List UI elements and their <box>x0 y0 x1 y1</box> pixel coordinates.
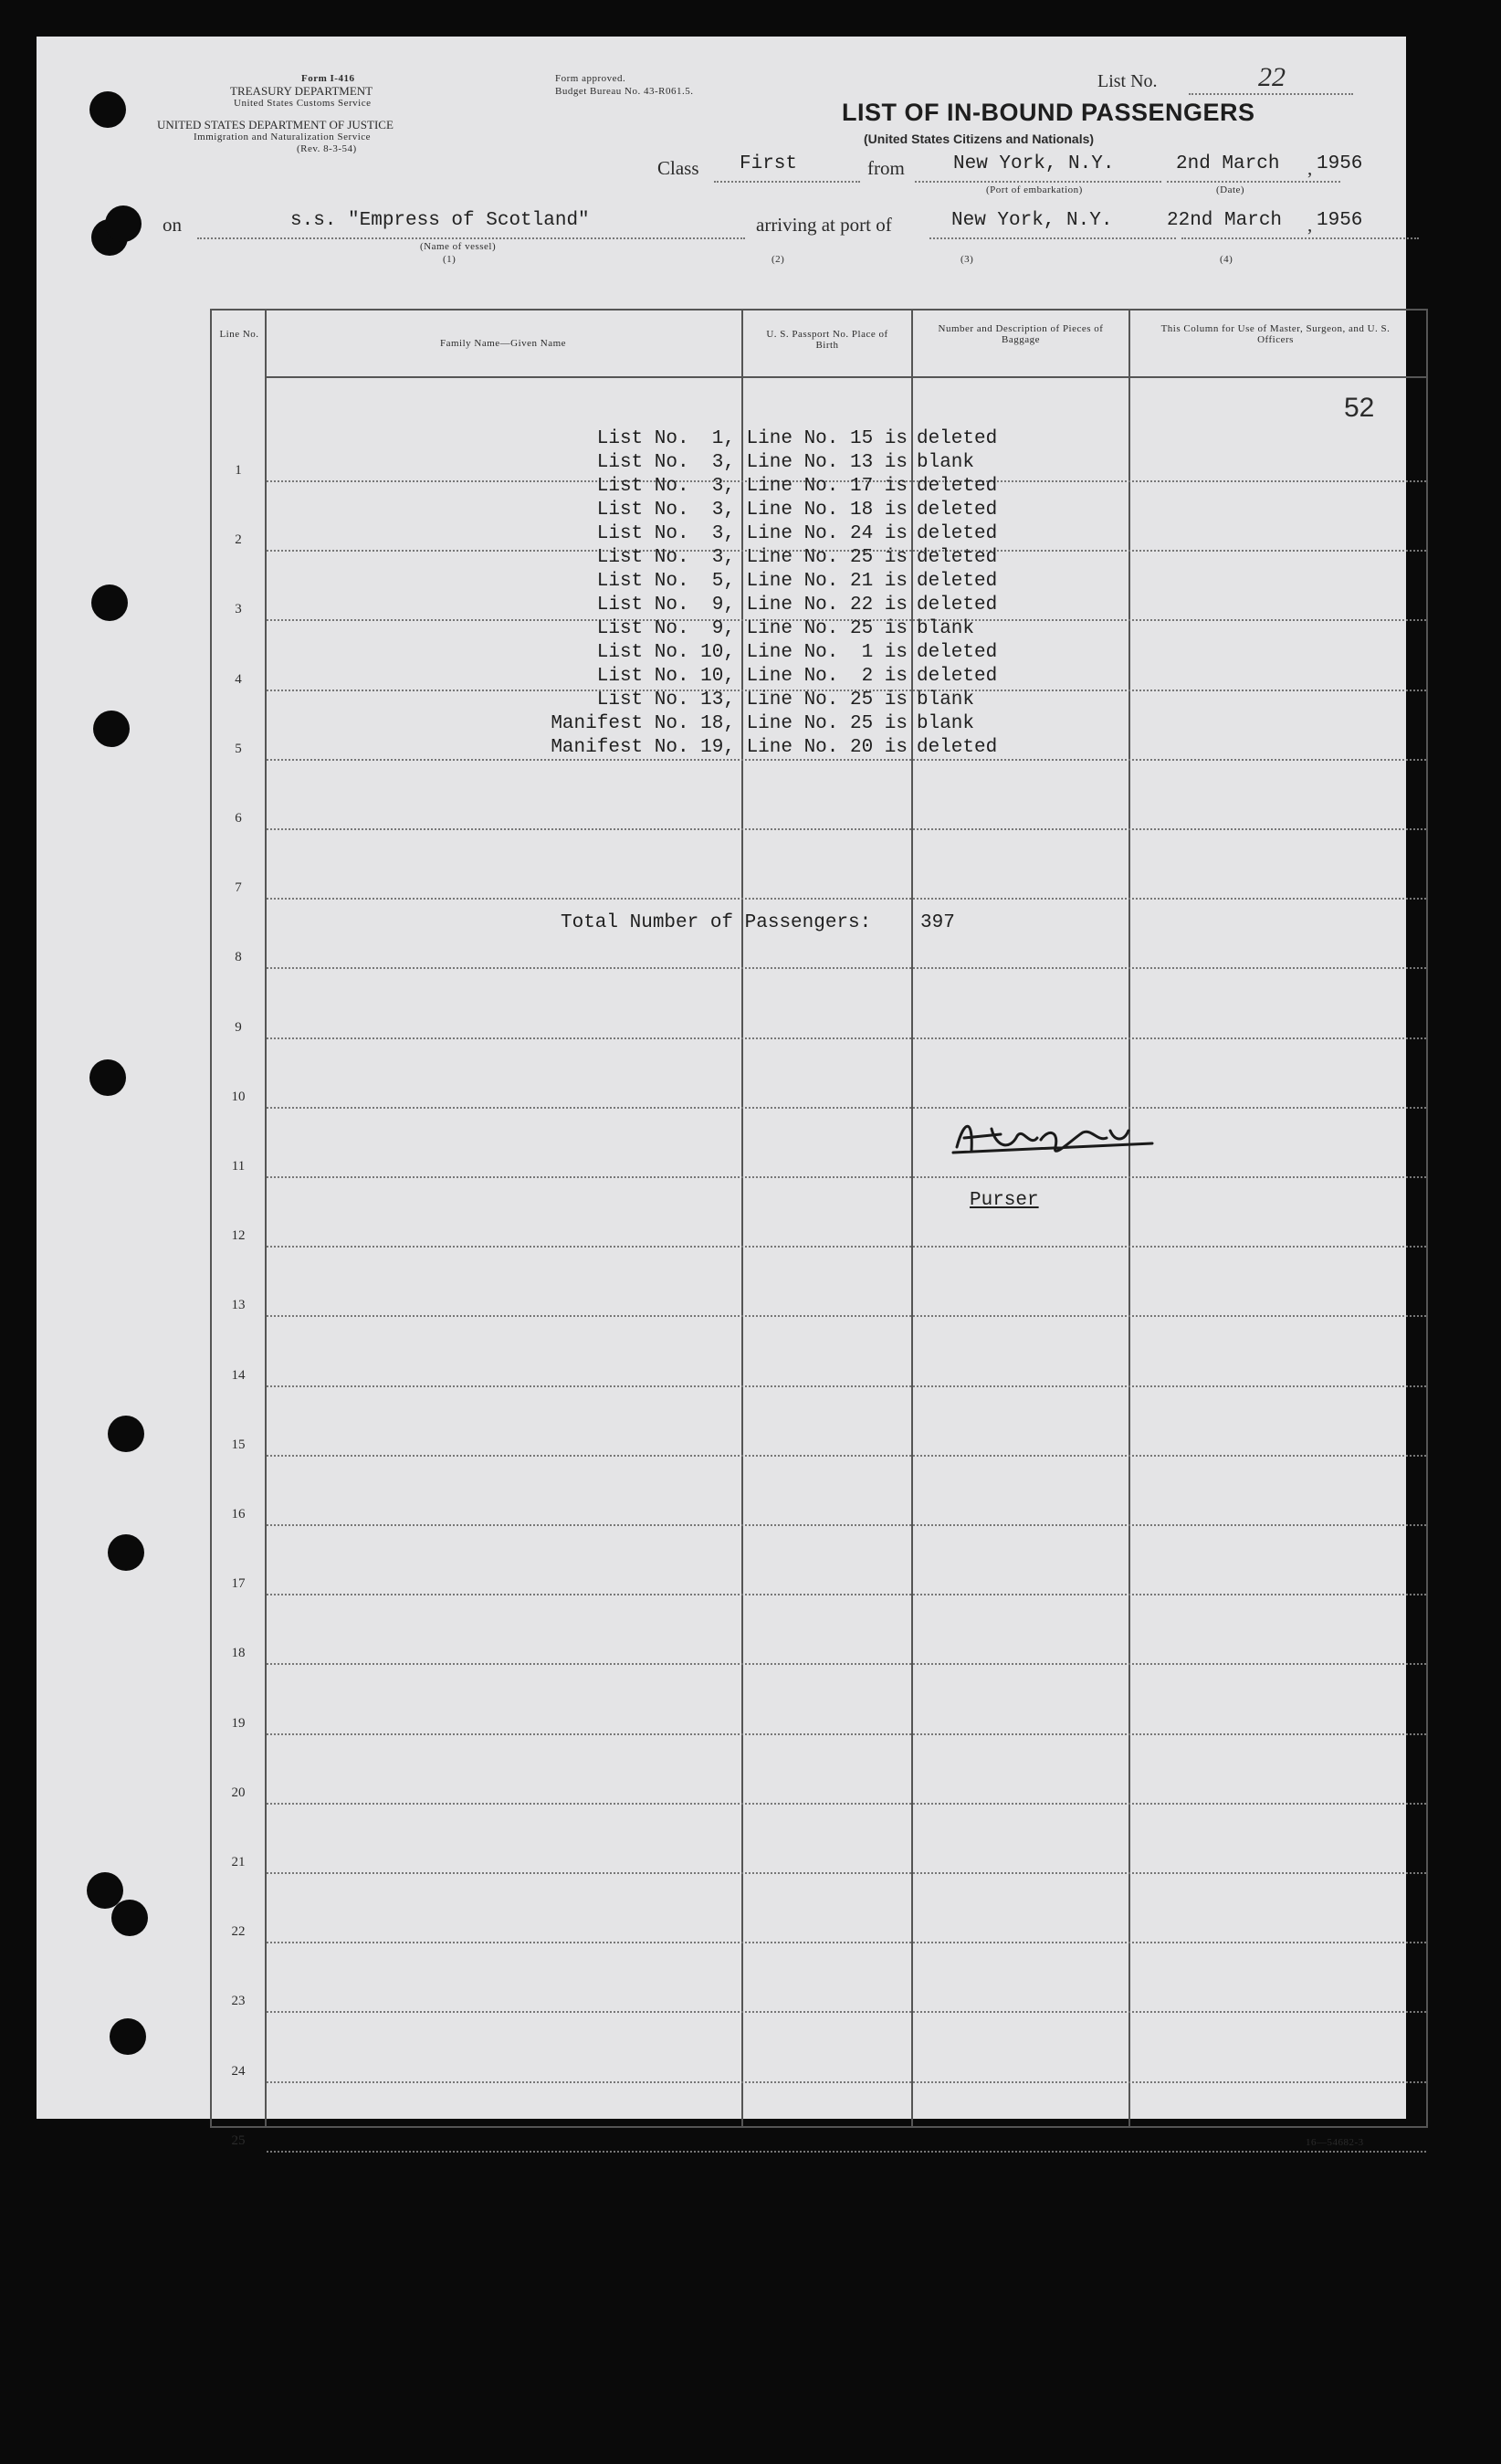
arrival-port: New York, N.Y. <box>951 210 1113 231</box>
row-number: 10 <box>231 1089 246 1104</box>
from-label: from <box>867 157 905 179</box>
header-rule <box>265 376 1426 378</box>
entry-reference: List No. 1, Line No. 15 is <box>596 428 908 449</box>
header-name: Family Name—Given Name <box>439 338 567 349</box>
entry-reference: List No. 3, Line No. 25 is <box>596 547 908 568</box>
row-number: 8 <box>235 950 242 965</box>
row-number: 16 <box>231 1507 246 1522</box>
row-number: 12 <box>231 1228 246 1244</box>
vessel-line <box>197 237 745 239</box>
row-number: 25 <box>231 2132 246 2148</box>
table-row <box>212 970 1426 1039</box>
punch-hole <box>89 1059 126 1096</box>
date-year: 1956 <box>1317 153 1363 174</box>
punch-hole <box>89 91 126 128</box>
entry-status: blank <box>917 452 975 473</box>
port-value: New York, N.Y. <box>953 153 1115 174</box>
entry-reference: List No. 13, Line No. 25 is <box>596 690 908 711</box>
on-label: on <box>163 214 182 236</box>
entry-reference: Manifest No. 18, Line No. 25 is <box>551 713 908 734</box>
row-number: 13 <box>231 1298 246 1313</box>
date-comma: , <box>1307 157 1313 179</box>
header-passport: U. S. Passport No. Place of Birth <box>766 329 888 351</box>
header-line-no: Line No. <box>219 329 259 340</box>
table-row <box>212 1735 1426 1805</box>
purser-signature <box>946 1111 1156 1165</box>
entry-reference: List No. 3, Line No. 13 is <box>596 452 908 473</box>
arrival-year: 1956 <box>1317 210 1363 231</box>
row-number: 14 <box>231 1367 246 1383</box>
entry-reference: List No. 9, Line No. 22 is <box>596 595 908 616</box>
class-value: First <box>740 153 798 174</box>
row-number: 23 <box>231 1994 246 2009</box>
row-number: 19 <box>231 1715 246 1731</box>
table-row <box>212 2014 1426 2083</box>
table-row <box>212 2083 1426 2153</box>
table-row <box>212 1109 1426 1178</box>
entry-reference: List No. 10, Line No. 1 is <box>596 642 908 663</box>
form-number: Form I-416 <box>301 73 355 84</box>
table-row <box>212 1943 1426 2013</box>
table-row <box>212 1178 1426 1248</box>
punch-hole <box>111 1900 148 1936</box>
arriving-label: arriving at port of <box>756 214 892 236</box>
entry-reference: List No. 3, Line No. 18 is <box>596 500 908 521</box>
total-label: Total Number of Passengers: <box>561 912 872 933</box>
budget-bureau: Budget Bureau No. 43-R061.5. <box>555 86 694 97</box>
entry-reference: List No. 3, Line No. 24 is <box>596 523 908 544</box>
entry-status: deleted <box>917 666 998 687</box>
entry-reference: List No. 3, Line No. 17 is <box>596 476 908 497</box>
class-line <box>714 181 860 183</box>
port-caption: (Port of embarkation) <box>986 184 1083 195</box>
row-number: 22 <box>231 1924 246 1940</box>
officer-mark: 52 <box>1344 393 1375 423</box>
vessel-caption: (Name of vessel) <box>420 241 497 252</box>
table-row <box>212 1248 1426 1317</box>
treasury-dept: TREASURY DEPARTMENT <box>230 84 373 98</box>
entry-status: blank <box>917 713 975 734</box>
arrival-date: 22nd March <box>1167 210 1283 231</box>
list-no-label: List No. <box>1097 71 1158 91</box>
entry-status: deleted <box>917 642 998 663</box>
row-number: 7 <box>235 880 242 896</box>
punch-hole <box>108 1534 144 1571</box>
table-row <box>212 1039 1426 1109</box>
arrival-date-line <box>1181 237 1419 239</box>
row-number: 21 <box>231 1855 246 1869</box>
table-row <box>212 1387 1426 1457</box>
table-row <box>212 1595 1426 1665</box>
purser-label: Purser <box>970 1190 1039 1211</box>
vessel-value: s.s. "Empress of Scotland" <box>290 210 590 231</box>
arrival-comma: , <box>1307 214 1313 236</box>
entry-status: blank <box>917 618 975 639</box>
list-no-line <box>1189 93 1353 95</box>
footer-code: 16—54682-3 <box>1306 2137 1364 2148</box>
entry-status: deleted <box>917 523 998 544</box>
table-row <box>212 1874 1426 1943</box>
table-row <box>212 761 1426 830</box>
table-row <box>212 1526 1426 1595</box>
arrival-port-line <box>929 237 1176 239</box>
row-number: 2 <box>235 532 242 548</box>
justice-dept: UNITED STATES DEPARTMENT OF JUSTICE <box>157 118 394 132</box>
port-line <box>915 181 1161 183</box>
date-caption: (Date) <box>1216 184 1245 195</box>
date-line <box>1167 181 1340 183</box>
list-no-value: 22 <box>1258 62 1286 92</box>
table-row <box>212 1666 1426 1735</box>
entry-status: deleted <box>917 476 998 497</box>
col-ref-2: (2) <box>771 254 785 265</box>
entry-reference: List No. 9, Line No. 25 is <box>596 618 908 639</box>
punch-hole <box>91 584 128 621</box>
entry-reference: Manifest No. 19, Line No. 20 is <box>551 737 908 758</box>
class-label: Class <box>657 157 699 179</box>
row-number: 18 <box>231 1646 246 1661</box>
revision: (Rev. 8-3-54) <box>297 143 357 154</box>
row-number: 1 <box>235 463 242 478</box>
entry-reference: List No. 5, Line No. 21 is <box>596 571 908 592</box>
row-number: 4 <box>235 671 242 687</box>
punch-hole <box>105 205 142 242</box>
row-number: 15 <box>231 1437 246 1452</box>
entry-status: deleted <box>917 571 998 592</box>
punch-hole <box>93 711 130 747</box>
row-number: 11 <box>231 1159 246 1174</box>
ins-service: Immigration and Naturalization Service <box>194 132 372 142</box>
col-ref-1: (1) <box>443 254 457 265</box>
page-title: LIST OF IN-BOUND PASSENGERS <box>842 99 1255 126</box>
table-row <box>212 1318 1426 1387</box>
header-officers: This Column for Use of Master, Surgeon, and U. S. Officers <box>1160 323 1391 345</box>
entry-status: blank <box>917 690 975 711</box>
row-number: 20 <box>231 1785 246 1800</box>
table-row <box>212 1805 1426 1874</box>
row-number: 9 <box>235 1019 242 1035</box>
form-approved: Form approved. <box>555 73 626 84</box>
entry-status: deleted <box>917 428 998 449</box>
document-page <box>37 37 1406 2148</box>
page-subtitle: (United States Citizens and Nationals) <box>864 132 1095 146</box>
row-rule <box>267 2151 1426 2153</box>
entry-status: deleted <box>917 595 998 616</box>
row-number: 3 <box>235 602 242 617</box>
customs-service: United States Customs Service <box>234 98 372 109</box>
entry-reference: List No. 10, Line No. 2 is <box>596 666 908 687</box>
entry-status: deleted <box>917 737 998 758</box>
col-ref-4: (4) <box>1220 254 1233 265</box>
row-number: 17 <box>231 1576 246 1592</box>
table-row <box>212 1457 1426 1526</box>
table-row <box>212 830 1426 900</box>
punch-hole <box>110 2018 146 2055</box>
row-number: 5 <box>235 741 242 756</box>
row-number: 6 <box>235 811 242 826</box>
header-baggage: Number and Description of Pieces of Baggage <box>938 323 1104 345</box>
col-ref-3: (3) <box>960 254 974 265</box>
row-number: 24 <box>231 2063 246 2079</box>
total-value: 397 <box>920 912 955 933</box>
entry-status: deleted <box>917 500 998 521</box>
date-value: 2nd March <box>1176 153 1280 174</box>
punch-hole <box>108 1416 144 1452</box>
entry-status: deleted <box>917 547 998 568</box>
